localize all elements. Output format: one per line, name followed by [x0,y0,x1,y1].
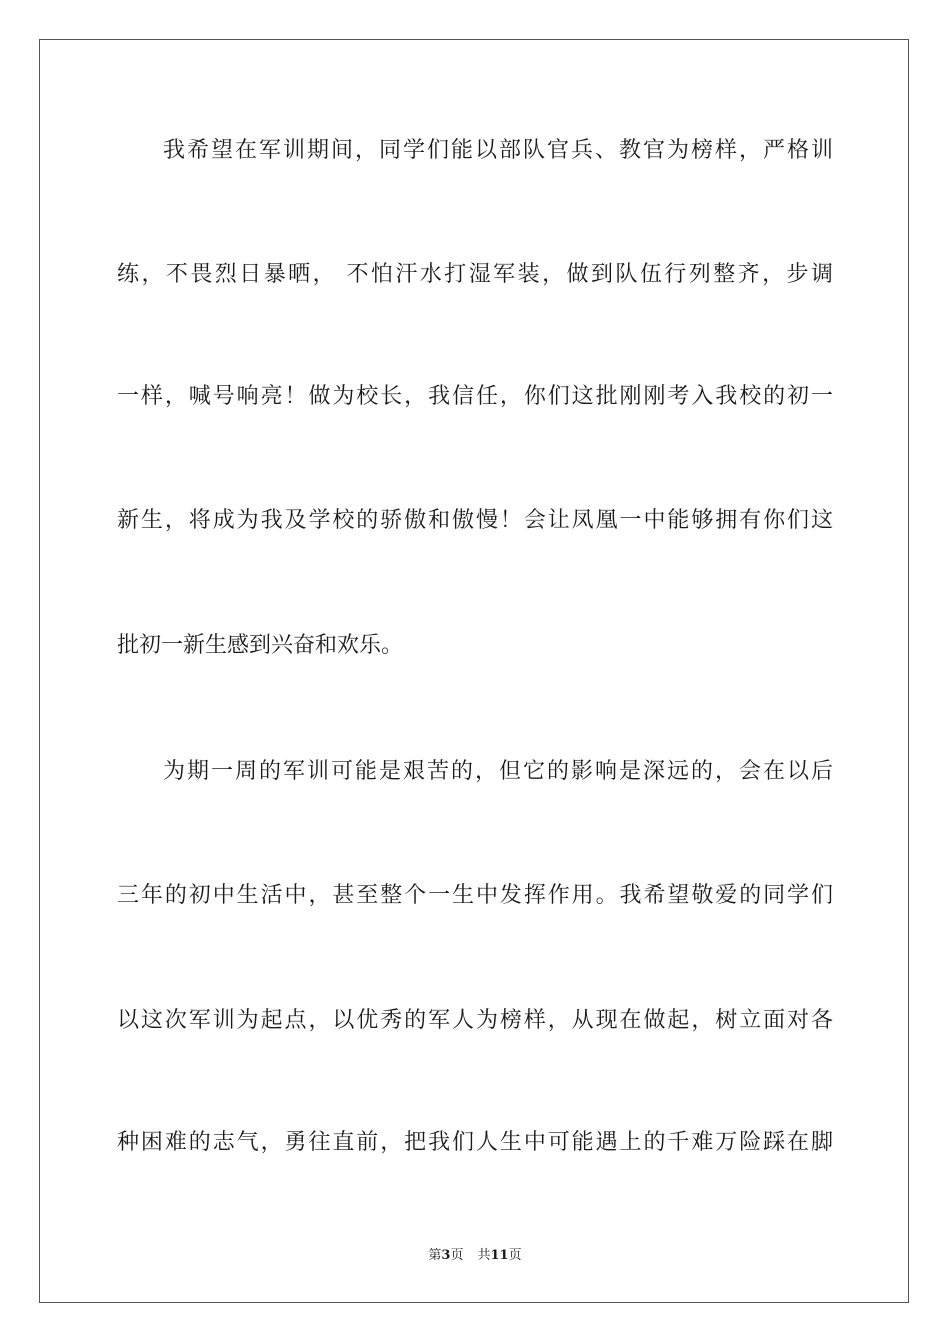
paragraph-1-line-4: 新生，将成为我及学校的骄傲和傲慢！会让凤凰一中能够拥有你们这 [117,508,833,533]
paragraph-1-line-5: 批初一新生感到兴奋和欢乐。 [117,633,404,658]
footer-page-number: 3 [441,1248,451,1263]
paragraph-1-line-1: 我希望在军训期间，同学们能以部队官兵、教官为榜样，严格训 [163,138,833,163]
paragraph-1-line-2: 练，不畏烈日暴晒， 不怕汗水打湿军装，做到队伍行列整齐，步调 [117,262,833,287]
footer-total-suffix: 页 [508,1248,522,1263]
footer-total-prefix: 共 [477,1248,491,1263]
page-footer [0,1246,950,1266]
paragraph-1-line-3: 一样，喊号响亮！做为校长，我信任，你们这批刚刚考入我校的初一 [117,384,833,409]
paragraph-2-line-3: 以这次军训为起点，以优秀的军人为榜样，从现在做起，树立面对各 [117,1008,833,1033]
footer-total-pages: 11 [490,1248,509,1263]
paragraph-2-line-2: 三年的初中生活中，甚至整个一生中发挥作用。我希望敬爱的同学们 [117,883,833,908]
footer-page-prefix: 第 [428,1248,442,1263]
paragraph-2-line-1: 为期一周的军训可能是艰苦的，但它的影响是深远的，会在以后 [163,759,833,784]
footer-page-suffix: 页 [450,1248,464,1263]
page-frame [39,39,909,1303]
paragraph-2-line-4: 种困难的志气，勇往直前，把我们人生中可能遇上的千难万险踩在脚 [117,1130,833,1155]
